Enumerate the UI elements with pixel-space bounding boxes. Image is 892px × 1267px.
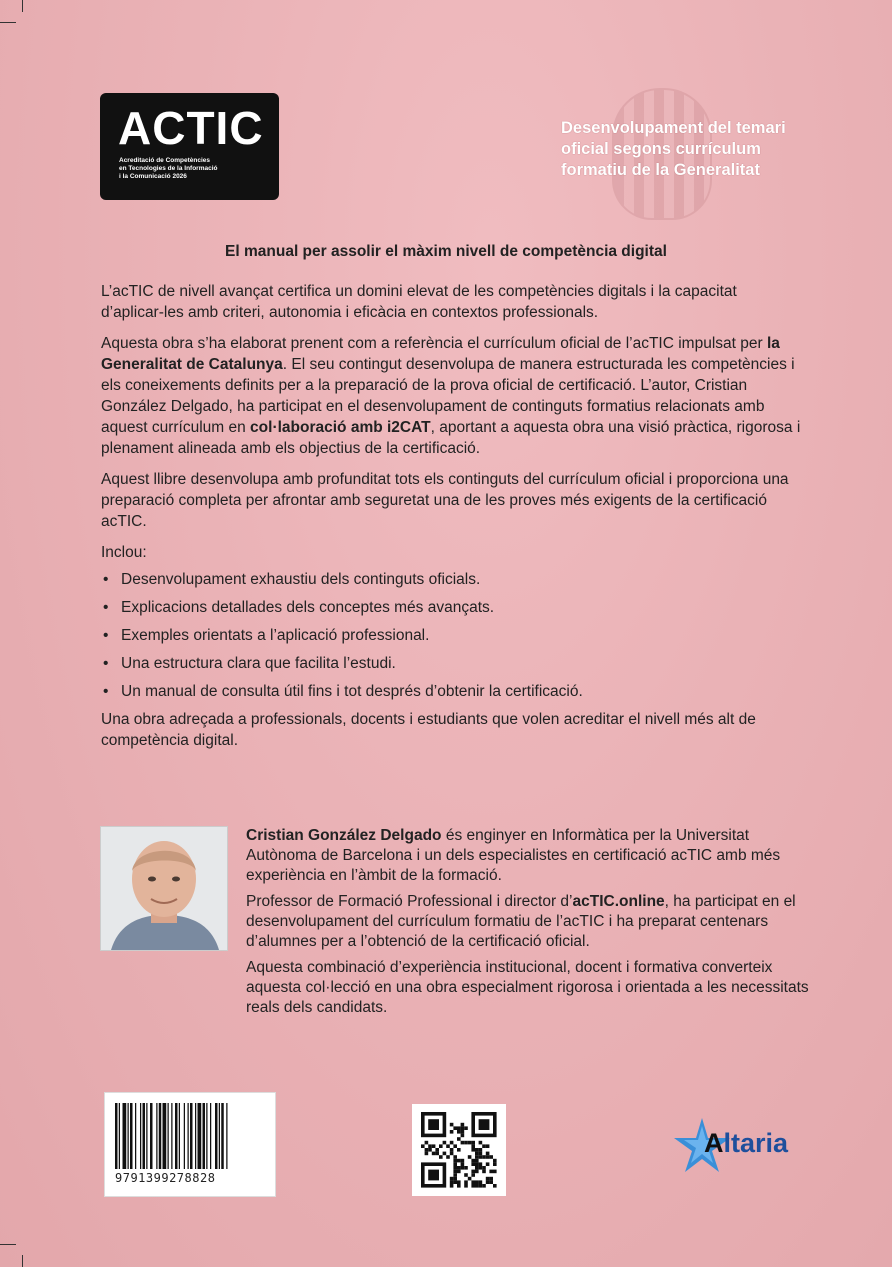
qr-module	[446, 1155, 450, 1159]
author-bio-3: Aquesta combinació d’experiència institucional, docent i formativa converteix aquesta col·lecció en una obra especialment rigorosa i orientada a les necessitats reals dels candidats.	[246, 959, 809, 1016]
barcode-bar	[146, 1103, 147, 1169]
qr-module	[482, 1184, 486, 1188]
qr-module	[435, 1148, 439, 1152]
barcode-bar	[123, 1103, 127, 1169]
qr-module	[486, 1177, 490, 1181]
qr-module	[479, 1148, 483, 1152]
qr-module	[453, 1180, 457, 1184]
qr-module	[453, 1144, 457, 1148]
qr-module	[486, 1162, 490, 1166]
qr-module	[453, 1173, 457, 1177]
publisher-name-rest: ltaria	[723, 1128, 789, 1158]
qr-module	[450, 1177, 454, 1181]
qr-module	[471, 1144, 475, 1148]
author-bio-1	[246, 826, 816, 886]
logo-subtitle	[119, 157, 217, 181]
qr-module	[479, 1152, 483, 1156]
barcode-bar	[128, 1103, 129, 1169]
list-item: • Un manual de consulta útil fins i tot després d’obtenir la certificació.	[101, 681, 801, 702]
barcode-bar	[210, 1103, 211, 1169]
qr-module	[482, 1170, 486, 1174]
qr-module	[432, 1152, 436, 1156]
author-bio	[246, 826, 816, 1024]
qr-module	[450, 1184, 454, 1188]
barcode-bar	[179, 1103, 180, 1169]
logo-subtitle-line: Acreditació de Competències	[119, 157, 211, 164]
barcode-bar	[226, 1103, 227, 1169]
qr-module	[450, 1180, 454, 1184]
qr-module	[486, 1152, 490, 1156]
includes-label: Inclou:	[101, 544, 147, 561]
qr-module	[489, 1155, 493, 1159]
barcode-bar	[175, 1103, 178, 1169]
qr-module	[450, 1123, 454, 1127]
paragraph-3: Aquest llibre desenvolupa amb profunditat tots els continguts del currículum oficial i proporciona una preparació completa per afrontar amb seguretat una de les proves més exigents de la certificació acTIC.	[101, 471, 789, 530]
qr-module	[446, 1144, 450, 1148]
barcode-bar	[168, 1103, 169, 1169]
list-item: • Desenvolupament exhaustiu dels continguts oficials.	[101, 569, 801, 590]
qr-module	[471, 1148, 475, 1152]
qr-module	[475, 1170, 479, 1174]
qr-module	[468, 1155, 472, 1159]
generalitat-line: Desenvolupament del temari	[561, 119, 786, 137]
qr-module	[475, 1155, 479, 1159]
qr-module	[461, 1134, 465, 1138]
qr-module	[471, 1141, 475, 1145]
qr-module	[428, 1119, 439, 1130]
qr-module	[457, 1130, 461, 1134]
barcode-bar	[203, 1103, 206, 1169]
emphasis: la Generalitat de Catalunya	[101, 335, 780, 373]
barcode-bar	[206, 1103, 207, 1169]
qr-module	[450, 1141, 454, 1145]
qr-module	[453, 1162, 457, 1166]
generalitat-line: formatiu de la Generalitat	[561, 161, 760, 179]
qr-module	[471, 1180, 475, 1184]
qr-module	[461, 1126, 465, 1130]
barcode-bar	[190, 1103, 193, 1169]
text-span: , aportant a aquesta obra una visió pràctica, rigorosa i plenament alineada amb els objectius de la certificació.	[101, 419, 801, 457]
generalitat-line: oficial segons currículum	[561, 140, 761, 158]
publisher-name	[704, 1128, 788, 1159]
qr-module	[471, 1162, 475, 1166]
qr-module	[461, 1123, 465, 1127]
qr-module	[471, 1173, 475, 1177]
qr-module	[489, 1170, 493, 1174]
text-span: Professor de Formació Professional i director d’	[246, 893, 573, 910]
qr-module	[428, 1148, 432, 1152]
logo-title: ACTIC	[118, 102, 264, 154]
qr-module	[450, 1152, 454, 1156]
qr-module	[450, 1148, 454, 1152]
barcode-bar	[195, 1103, 196, 1169]
qr-module	[479, 1141, 483, 1145]
text-span: és enginyer en Informàtica per la Universitat Autònoma de Barcelona i un dels especialistes en certificació acTIC amb més experiència en l’àmbit de la formació.	[246, 827, 781, 884]
qr-module	[457, 1148, 461, 1152]
paragraph-1: L’acTIC de nivell avançat certifica un domini elevat de les competències digitals i la capacitat d’aplicar-les amb criteri, autonomia i eficàcia en contextos professionals.	[101, 283, 737, 321]
emphasis: acTIC.online	[572, 893, 665, 910]
qr-module	[479, 1180, 483, 1184]
qr-module	[425, 1141, 429, 1145]
crop-mark	[22, 1255, 23, 1267]
list-item: • Exemples orientats a l’aplicació professional.	[101, 625, 801, 646]
qr-module	[425, 1152, 429, 1156]
qr-module	[453, 1166, 457, 1170]
includes-list	[101, 569, 801, 702]
isbn-number: 9791399278828	[115, 1171, 216, 1185]
barcode-bar	[150, 1103, 153, 1169]
crop-mark	[0, 22, 16, 23]
crop-mark	[22, 0, 23, 12]
qr-module	[468, 1141, 472, 1145]
qr-module	[471, 1184, 475, 1188]
qr-module	[479, 1155, 483, 1159]
logo-subtitle-line: i la Comunicació 2026	[119, 173, 187, 180]
qr-module	[435, 1152, 439, 1156]
barcode-bar	[219, 1103, 220, 1169]
qr-module	[475, 1148, 479, 1152]
emphasis: col·laboració amb i2CAT	[250, 419, 431, 436]
qr-module	[425, 1148, 429, 1152]
qr-module	[464, 1180, 468, 1184]
qr-module	[457, 1159, 461, 1163]
barcode-bar	[171, 1103, 172, 1169]
qr-module	[482, 1155, 486, 1159]
generalitat-text	[561, 118, 851, 181]
qr-module	[479, 1162, 483, 1166]
qr-module	[479, 1184, 483, 1188]
barcode-bar	[119, 1103, 120, 1169]
qr-module	[489, 1180, 493, 1184]
qr-module	[468, 1177, 472, 1181]
qr-module	[453, 1177, 457, 1181]
qr-module	[461, 1159, 465, 1163]
qr-module	[475, 1166, 479, 1170]
barcode-bar	[140, 1103, 141, 1169]
qr-module	[461, 1141, 465, 1145]
barcode-bar	[215, 1103, 218, 1169]
qr-module	[421, 1144, 425, 1148]
qr-module	[489, 1177, 493, 1181]
qr-module	[461, 1162, 465, 1166]
qr-module	[443, 1141, 447, 1145]
closing-paragraph: Una obra adreçada a professionals, docents i estudiants que volen acreditar el nivell més alt de competència digital.	[101, 711, 756, 749]
qr-module	[439, 1144, 443, 1148]
qr-module	[475, 1152, 479, 1156]
qr-module	[464, 1126, 468, 1130]
qr-module	[464, 1166, 468, 1170]
barcode-bar	[159, 1103, 162, 1169]
barcode-bar	[130, 1103, 133, 1169]
qr-module	[475, 1159, 479, 1163]
paragraph-2	[101, 333, 801, 459]
barcode-bar	[143, 1103, 146, 1169]
barcode-bar	[156, 1103, 157, 1169]
barcode-bar	[198, 1103, 202, 1169]
qr-module	[486, 1144, 490, 1148]
qr-module	[457, 1137, 461, 1141]
qr-module	[493, 1170, 497, 1174]
qr-module	[457, 1126, 461, 1130]
qr-module	[493, 1162, 497, 1166]
publisher-logo	[672, 1116, 822, 1176]
qr-module	[471, 1170, 475, 1174]
qr-module	[457, 1170, 461, 1174]
qr-module	[461, 1166, 465, 1170]
qr-module	[464, 1173, 468, 1177]
actic-logo	[100, 93, 279, 200]
page-heading: El manual per assolir el màxim nivell de competència digital	[225, 243, 667, 260]
author-name: Cristian González Delgado	[246, 827, 442, 844]
qr-module	[486, 1180, 490, 1184]
barcode-bar	[184, 1103, 185, 1169]
qr-module	[493, 1184, 497, 1188]
qr-module	[471, 1159, 475, 1163]
qr-module	[457, 1184, 461, 1188]
qr-module	[464, 1184, 468, 1188]
text-span: , ha participat en el desenvolupament del currículum formatiu de l’acTIC i ha preparat centenars d’alumnes per a l’obtenció de la certificació oficial.	[246, 893, 796, 950]
description	[101, 281, 801, 761]
qr-module	[439, 1155, 443, 1159]
barcode-bar	[115, 1103, 118, 1169]
logo-subtitle-line: en Tecnologies de la Informació	[119, 165, 218, 172]
qr-module	[453, 1170, 457, 1174]
qr-module	[428, 1144, 432, 1148]
qr-module	[493, 1159, 497, 1163]
qr-module	[432, 1144, 436, 1148]
qr-module	[464, 1141, 468, 1145]
list-item: • Explicacions detallades dels conceptes més avançats.	[101, 597, 801, 618]
barcode-bar	[163, 1103, 167, 1169]
qr-module	[443, 1152, 447, 1156]
crop-mark	[0, 1244, 16, 1245]
qr-module	[457, 1166, 461, 1170]
qr-module	[475, 1180, 479, 1184]
barcode-bar	[135, 1103, 136, 1169]
barcode-bar	[188, 1103, 189, 1169]
qr-module	[453, 1155, 457, 1159]
qr-module	[457, 1180, 461, 1184]
qr-module	[482, 1144, 486, 1148]
text-span: . El seu contingut desenvolupa de manera estructurada les competències i els coneixements definits per a la preparació de la prova oficial de certificació. L’autor, Cristian González Delgado, ha participat en el desenvolupament de continguts formatius relacionats amb aquest currículum en	[101, 356, 795, 436]
qr-module	[475, 1184, 479, 1188]
list-item: • Una estructura clara que facilita l’estudi.	[101, 653, 801, 674]
qr-module	[475, 1162, 479, 1166]
qr-module	[479, 1166, 483, 1170]
author-bio-2	[246, 892, 816, 952]
barcode-bar	[221, 1103, 224, 1169]
qr-module	[486, 1155, 490, 1159]
qr-module	[428, 1170, 439, 1181]
text-span: Aquesta obra s’ha elaborat prenent com a referència el currículum oficial de l’acTIC impulsat per	[101, 335, 767, 352]
isbn-barcode	[104, 1092, 276, 1197]
qr-module	[453, 1159, 457, 1163]
qr-module	[461, 1130, 465, 1134]
qr-module	[450, 1130, 454, 1134]
publisher-initial: A	[704, 1128, 724, 1158]
author-photo	[100, 826, 228, 951]
qr-module	[453, 1126, 457, 1130]
qr-code-icon	[412, 1104, 506, 1196]
qr-module	[479, 1119, 490, 1130]
qr-module	[482, 1166, 486, 1170]
